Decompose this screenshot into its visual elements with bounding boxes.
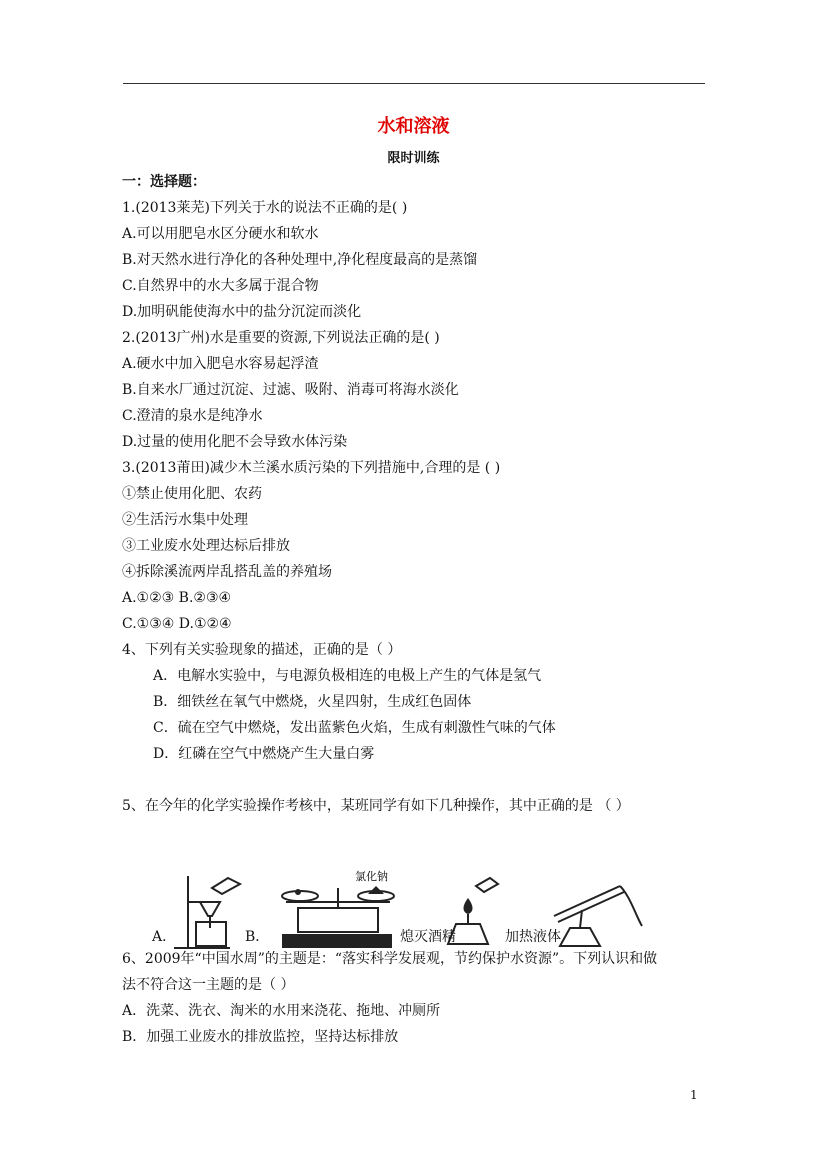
option-c-caption: 熄灭酒精	[400, 929, 456, 945]
text-line: B．加强工业废水的排放监控，坚持达标排放	[122, 1029, 399, 1045]
text-line: A.硬水中加入肥皂水容易起浮渣	[122, 356, 319, 372]
text-line: D.过量的使用化肥不会导致水体污染	[122, 434, 348, 450]
text-line: A．电解水实验中，与电源负极相连的电极上产生的气体是氢气	[153, 668, 542, 684]
page-number: 1	[690, 1088, 698, 1102]
text-line: 4、下列有关实验现象的描述，正确的是（ ）	[122, 642, 402, 658]
text-line: B.自来水厂通过沉淀、过滤、吸附、消毒可将海水淡化	[122, 382, 459, 398]
text-line: A.①②③ B.②③④	[122, 590, 232, 606]
text-line: A．洗菜、洗衣、淘米的水用来浇花、拖地、冲厕所	[122, 1003, 441, 1019]
text-line: ③工业废水处理达标后排放	[122, 538, 290, 554]
page-title: 水和溶液	[377, 116, 450, 137]
text-line: ①禁止使用化肥、农药	[122, 486, 262, 502]
text-line: D.加明矾能使海水中的盐分沉淀而淡化	[122, 304, 362, 320]
text-line: D．红磷在空气中燃烧产生大量白雾	[153, 746, 375, 762]
text-line: 6、2009年“中国水周”的主题是：“落实科学发展观，节约保护水资源”。下列认识和做	[122, 951, 658, 967]
heating-test-tube-icon	[554, 886, 642, 946]
text-line: A.可以用肥皂水区分硬水和软水	[122, 226, 319, 242]
text-line: B．细铁丝在氧气中燃烧，火星四射，生成红色固体	[153, 694, 472, 710]
text-line: ②生活污水集中处理	[122, 512, 248, 528]
balance-scale-icon	[282, 886, 394, 948]
text-line: C．硫在空气中燃烧，发出蓝紫色火焰，生成有刺激性气味的气体	[153, 720, 556, 736]
experiment-figure	[150, 866, 670, 952]
page-subtitle: 限时训练	[387, 151, 440, 166]
header-rule	[123, 83, 705, 84]
text-line: 3.(2013莆田)减少木兰溪水质污染的下列措施中,合理的是 ( )	[122, 460, 501, 476]
text-line: C.自然界中的水大多属于混合物	[122, 278, 319, 294]
text-line: 2.(2013广州)水是重要的资源,下列说法正确的是( )	[122, 330, 440, 346]
filtration-apparatus-icon	[174, 876, 240, 948]
text-line: ④拆除溪流两岸乱搭乱盖的养殖场	[122, 564, 332, 580]
balance-tag-text: 氯化钠	[355, 871, 388, 883]
text-line: C.澄清的泉水是纯净水	[122, 408, 263, 424]
option-b-label: B．	[245, 929, 270, 945]
text-line: 1.(2013莱芜)下列关于水的说法不正确的是( )	[122, 200, 408, 216]
text-line: C.①③④ D.①②④	[122, 616, 232, 632]
text-line: 法不符合这一主题的是（ ）	[122, 977, 295, 993]
text-line: B.对天然水进行净化的各种处理中,净化程度最高的是蒸馏	[122, 252, 478, 268]
option-d-caption: 加热液体	[505, 929, 561, 945]
text-line: 5、在今年的化学实验操作考核中，某班同学有如下几种操作，其中正确的是 （ ）	[122, 798, 630, 814]
text-line: 一：选择题：	[122, 174, 206, 190]
option-a-label: A．	[152, 929, 177, 945]
